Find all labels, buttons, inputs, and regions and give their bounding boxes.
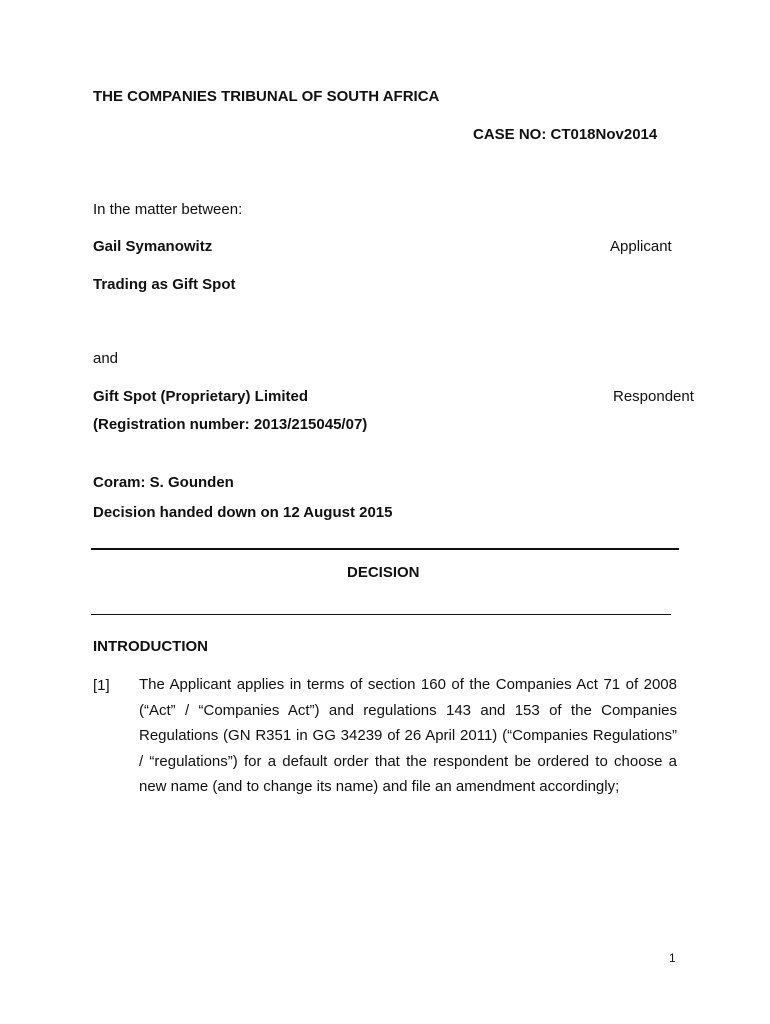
decision-heading: DECISION bbox=[347, 564, 420, 581]
introduction-heading: INTRODUCTION bbox=[93, 638, 208, 655]
applicant-role: Applicant bbox=[610, 238, 672, 255]
page-number: 1 bbox=[669, 951, 676, 965]
paragraph-number: [1] bbox=[93, 677, 110, 694]
decision-date: Decision handed down on 12 August 2015 bbox=[93, 504, 393, 521]
tribunal-title: THE COMPANIES TRIBUNAL OF SOUTH AFRICA bbox=[93, 88, 440, 105]
coram: Coram: S. Gounden bbox=[93, 474, 234, 491]
case-number: CASE NO: CT018Nov2014 bbox=[473, 126, 658, 143]
applicant-trading-name: Trading as Gift Spot bbox=[93, 276, 236, 293]
divider-bottom bbox=[91, 614, 671, 615]
applicant-name: Gail Symanowitz bbox=[93, 238, 213, 255]
parties-conjunction: and bbox=[93, 350, 119, 367]
matter-between-label: In the matter between: bbox=[93, 201, 243, 218]
divider-top bbox=[91, 548, 679, 550]
respondent-role: Respondent bbox=[613, 388, 694, 405]
respondent-registration: (Registration number: 2013/215045/07) bbox=[93, 416, 368, 433]
respondent-name: Gift Spot (Proprietary) Limited bbox=[93, 388, 309, 405]
paragraph-text: The Applicant applies in terms of section 160 of the Companies Act 71 of 2008 (“Act” / “Companies Act”) and regulations 143 and 153 of the Companies Regulations (GN R351 in GG 34239 of 26 April 2011) (“Companies Regulations” / “regulations”) for a default order that the respondent be ordered to choose a new name (and to change its name) and file an amendment accordingly; bbox=[139, 676, 677, 795]
